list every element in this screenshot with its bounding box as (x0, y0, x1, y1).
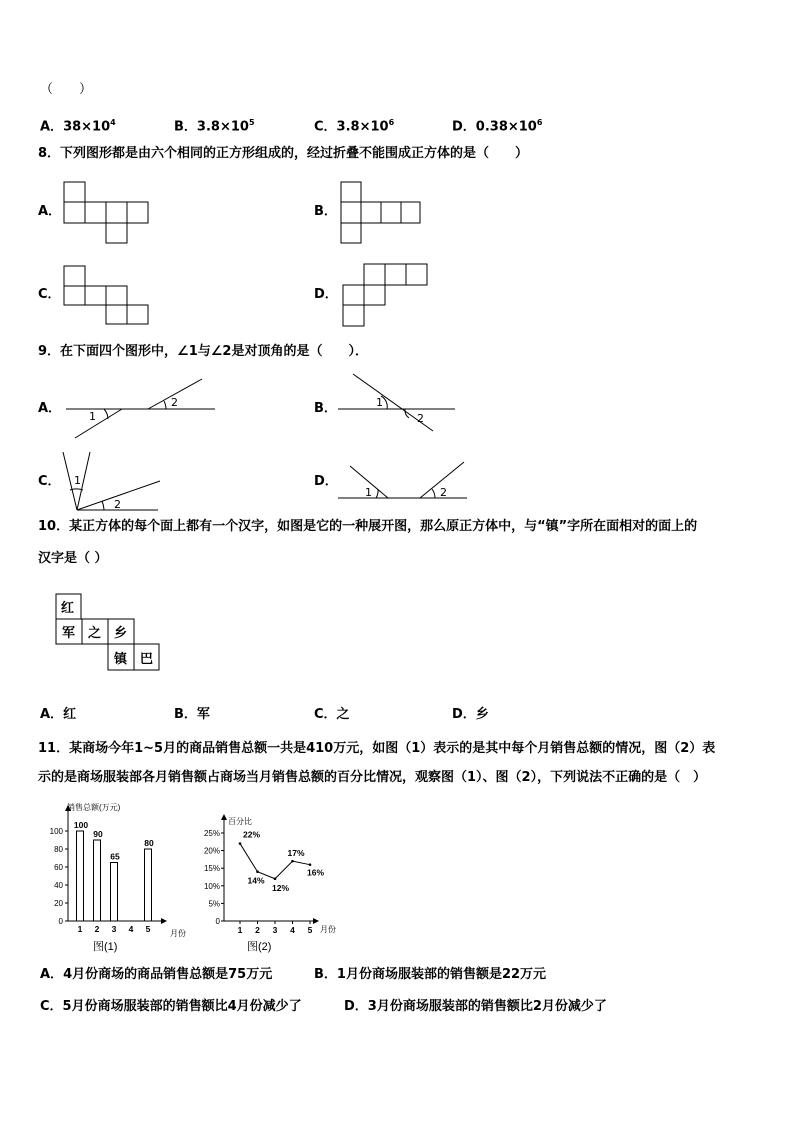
net-char: 红 (61, 601, 75, 616)
option-exponent: 6 (388, 118, 395, 127)
bar-value-label: 80 (144, 838, 154, 848)
option-label: C． (314, 119, 337, 135)
q10-option-b (174, 707, 210, 723)
q7-option-a (40, 115, 116, 135)
q9-figure-b (335, 372, 460, 434)
y-tick-label: 60 (54, 863, 63, 872)
x-tick-label: 4 (290, 925, 295, 935)
q8-figure-b (340, 181, 422, 245)
option-base: 0.38×10 (475, 119, 537, 135)
option-base: 3.8×10 (336, 119, 389, 135)
data-label: 22% (243, 829, 261, 840)
y-axis-label: 百分比 (228, 817, 252, 826)
y-tick-label: 40 (54, 881, 63, 890)
q11-stem-line2: 示的是商场服装部各月销售额占商场当月销售总额的百分比情况，观察图（1）、图（2），下列说法不正确的是（ ） (38, 770, 707, 785)
q11-option-c (40, 999, 302, 1015)
q10-option-a (40, 707, 76, 723)
q7-option-b (174, 115, 255, 135)
option-label: B． (314, 967, 337, 982)
q9-figure-a (60, 374, 220, 444)
y-tick-label: 10% (203, 881, 220, 891)
bar (145, 849, 152, 921)
data-label: 16% (307, 867, 325, 878)
option-label: C． (40, 999, 63, 1014)
q10-cube-net (55, 593, 161, 673)
angle-label-2: 2 (440, 486, 447, 499)
q8-figure-d (342, 263, 430, 329)
option-label: D． (344, 999, 368, 1014)
q11-option-d (344, 999, 607, 1015)
y-tick-label: 20% (203, 846, 220, 856)
data-label: 17% (287, 848, 305, 859)
option-exponent: 5 (248, 118, 255, 127)
q7-answer-paren: （ ） (40, 82, 93, 97)
option-label: D． (452, 119, 476, 135)
option-label: A． (40, 967, 64, 982)
bar-value-label: 90 (93, 829, 103, 839)
x-axis-label: 月份 (320, 925, 336, 934)
angle-label-1: 1 (74, 474, 81, 487)
net-char: 巴 (140, 652, 154, 667)
y-tick-label: 0 (215, 917, 220, 926)
y-tick-label: 20 (54, 899, 63, 908)
data-point (239, 842, 242, 845)
y-tick-label: 25% (203, 829, 220, 838)
net-char: 镇 (114, 652, 128, 667)
option-label: B． (174, 707, 197, 722)
q11-option-a (40, 967, 272, 983)
bar-chart (38, 798, 198, 958)
angle-label-2: 2 (171, 396, 178, 409)
option-label: C． (314, 707, 337, 722)
option-text: 5月份商场服装部的销售额比4月份减少了 (62, 999, 302, 1014)
x-tick-label: 3 (272, 925, 278, 935)
q10-option-c (314, 707, 350, 723)
x-tick-label: 1 (237, 925, 243, 935)
q8-label-b: B． (314, 204, 337, 219)
y-tick-label: 80 (54, 845, 63, 854)
y-tick-label: 0 (58, 917, 63, 926)
x-tick-label: 5 (307, 925, 313, 935)
q10-stem-line1: 10．某正方体的每个面上都有一个汉字，如图是它的一种展开图，那么原正方体中，与“镇”字所在面相对的面上的 (38, 519, 698, 534)
angle-label-1: 1 (365, 486, 372, 499)
option-label: A． (40, 119, 64, 135)
x-tick-label: 1 (77, 924, 83, 934)
option-exponent: 4 (110, 118, 116, 127)
q8-stem: 8．下列图形都是由六个相同的正方形组成的，经过折叠不能围成正方体的是（ ） (38, 146, 529, 161)
angle-label-1: 1 (376, 396, 383, 409)
angle-label-2: 2 (417, 412, 424, 425)
chart-title: 图(1) (93, 941, 118, 953)
option-base: 38×10 (63, 119, 111, 135)
y-tick-label: 15% (203, 864, 220, 874)
option-text: 乡 (475, 707, 489, 722)
q7-option-c (314, 115, 394, 135)
angle-label-1: 1 (89, 410, 96, 423)
option-text: 军 (196, 707, 210, 722)
q9-label-d: D． (314, 474, 338, 489)
q8-figure-c (63, 265, 151, 327)
option-text: 4月份商场的商品销售总额是75万元 (63, 967, 273, 982)
bar (111, 863, 118, 922)
y-tick-label: 100 (49, 827, 63, 836)
q8-figure-a (63, 181, 151, 245)
option-base: 3.8×10 (196, 119, 249, 135)
x-tick-label: 3 (111, 924, 117, 934)
data-point (274, 877, 277, 880)
q9-figure-c (60, 450, 165, 514)
y-axis-label: 销售总额(万元) (67, 803, 121, 812)
q10-option-d (452, 707, 489, 723)
option-label: B． (174, 119, 197, 135)
q7-option-d (452, 115, 542, 135)
data-point (291, 860, 294, 863)
q8-label-a: A． (38, 204, 62, 219)
bar-value-label: 100 (73, 820, 89, 830)
q9-label-b: B． (314, 401, 337, 416)
x-tick-label: 5 (145, 924, 151, 934)
option-text: 红 (63, 707, 77, 722)
q11-option-b (314, 967, 546, 983)
x-tick-label: 2 (94, 924, 100, 934)
q9-figure-d (335, 460, 475, 502)
q9-stem: 9．在下面四个图形中，∠1与∠2是对顶角的是（ ）． (38, 344, 368, 359)
data-point (309, 863, 312, 866)
data-label: 12% (272, 882, 290, 893)
data-label: 14% (247, 875, 265, 886)
q10-stem-line2: 汉字是（ ） (38, 551, 108, 566)
bar (94, 840, 101, 921)
q9-label-c: C． (38, 474, 61, 489)
bar-value-label: 65 (110, 851, 120, 862)
net-char: 乡 (114, 626, 128, 641)
net-char: 军 (62, 626, 76, 641)
option-label: A． (40, 707, 64, 722)
q9-label-a: A． (38, 401, 62, 416)
line-chart (200, 813, 350, 958)
x-tick-label: 2 (255, 925, 260, 935)
y-tick-label: 5% (208, 899, 220, 909)
angle-label-2: 2 (114, 498, 121, 511)
option-text: 3月份商场服装部的销售额比2月份减少了 (367, 999, 607, 1014)
x-tick-label: 4 (128, 924, 134, 934)
x-axis-label: 月份 (170, 929, 186, 938)
q8-label-d: D． (314, 287, 338, 302)
bar (77, 831, 84, 921)
data-point (256, 870, 259, 873)
option-label: D． (452, 707, 476, 722)
net-char: 之 (88, 626, 102, 641)
option-text: 1月份商场服装部的销售额是22万元 (336, 967, 547, 982)
option-exponent: 6 (536, 118, 543, 127)
q8-label-c: C． (38, 287, 61, 302)
chart-title: 图(2) (247, 941, 272, 953)
q11-stem-line1: 11．某商场今年1~5月的商品销售总额一共是410万元，如图（1）表示的是其中每个月销售总额的情况，图（2）表 (38, 741, 716, 756)
option-text: 之 (336, 707, 350, 722)
